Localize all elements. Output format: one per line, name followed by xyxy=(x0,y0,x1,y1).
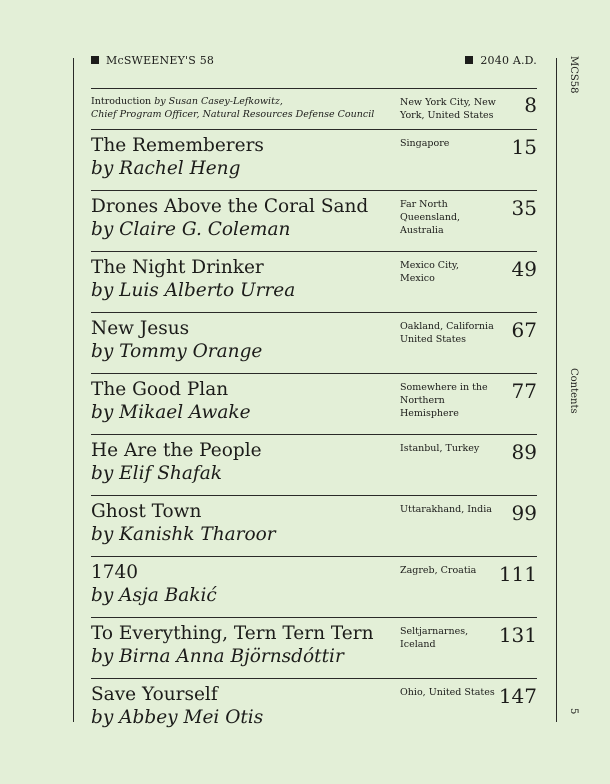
entry-location: Mexico City, Mexico xyxy=(400,260,460,284)
issue-theme: 2040 A.D. xyxy=(480,54,537,67)
magazine-title: McSWEENEY'S 58 xyxy=(106,54,215,67)
entry-location: Far North Queensland, Australia xyxy=(400,199,461,236)
entry-location: Zagreb, Croatia xyxy=(400,565,477,576)
toc-entry[interactable] xyxy=(91,312,537,373)
toc-entry[interactable] xyxy=(91,434,537,495)
side-section-label: Contents xyxy=(568,368,579,414)
entry-author: by Mikael Awake xyxy=(91,402,251,423)
toc-entry[interactable] xyxy=(91,129,537,190)
entry-location: Istanbul, Turkey xyxy=(400,443,480,454)
entry-author: by Luis Alberto Urrea xyxy=(91,280,296,301)
entry-author: by Tommy Orange xyxy=(91,341,263,362)
intro-credit xyxy=(91,95,391,121)
toc-entry[interactable] xyxy=(91,373,537,434)
entry-title: New Jesus xyxy=(91,318,190,339)
entry-location: Singapore xyxy=(400,138,450,149)
toc-entry[interactable] xyxy=(91,190,537,251)
entry-location: Somewhere in the Northern Hemisphere xyxy=(400,382,488,419)
entry-title: The Night Drinker xyxy=(91,257,264,278)
entry-author: by Rachel Heng xyxy=(91,158,241,179)
entry-title: To Everything, Tern Tern Tern xyxy=(91,623,374,644)
entry-author: by Abbey Mei Otis xyxy=(91,707,264,728)
entry-page: 77 xyxy=(511,379,537,403)
header-left xyxy=(91,54,214,67)
entry-author: by Claire G. Coleman xyxy=(91,219,291,240)
entry-page: 111 xyxy=(498,562,537,586)
entry-author: by Elif Shafak xyxy=(91,463,222,484)
entry-title: Ghost Town xyxy=(91,501,202,522)
toc-entry-introduction[interactable] xyxy=(91,88,537,129)
entry-title: 1740 xyxy=(91,562,139,583)
entry-location: Oakland, California United States xyxy=(400,321,494,345)
entry-page: 131 xyxy=(498,623,537,647)
running-header xyxy=(91,54,537,70)
right-margin-rule xyxy=(556,58,557,722)
entry-page: 99 xyxy=(511,501,537,525)
entry-page: 49 xyxy=(511,257,537,281)
intro-role: Chief Program Officer, Natural Resources Defense Council xyxy=(91,109,375,120)
toc-entry[interactable] xyxy=(91,678,537,739)
square-bullet-icon xyxy=(91,56,99,64)
entry-location: Ohio, United States xyxy=(400,687,495,698)
entry-page: 89 xyxy=(511,440,537,464)
intro-author: by Susan Casey-Lefkowitz, xyxy=(154,96,283,107)
entry-author: by Kanishk Tharoor xyxy=(91,524,276,545)
entry-author: by Birna Anna Björnsdóttir xyxy=(91,646,344,667)
entry-title: The Good Plan xyxy=(91,379,229,400)
entry-page: 15 xyxy=(511,135,537,159)
intro-label: Introduction xyxy=(91,96,152,107)
header-right xyxy=(465,54,537,67)
entry-title: Save Yourself xyxy=(91,684,218,705)
table-of-contents xyxy=(91,88,537,739)
entry-location: Uttarakhand, India xyxy=(400,504,492,515)
toc-entry[interactable] xyxy=(91,251,537,312)
side-issue-code: MCS58 xyxy=(568,56,579,94)
page-number: 5 xyxy=(568,708,579,715)
entry-location: Seltjarnarnes, Iceland xyxy=(400,626,469,650)
entry-page: 147 xyxy=(498,684,537,708)
entry-page: 67 xyxy=(511,318,537,342)
toc-entry[interactable] xyxy=(91,556,537,617)
entry-page: 8 xyxy=(524,93,537,117)
left-margin-rule xyxy=(73,58,74,722)
entry-title: Drones Above the Coral Sand xyxy=(91,196,369,217)
entry-title: He Are the People xyxy=(91,440,262,461)
entry-page: 35 xyxy=(511,196,537,220)
entry-location: New York City, New York, United States xyxy=(400,97,496,121)
toc-entry[interactable] xyxy=(91,495,537,556)
entry-title: The Rememberers xyxy=(91,135,264,156)
toc-entry[interactable] xyxy=(91,617,537,678)
entry-author: by Asja Bakić xyxy=(91,585,217,606)
square-bullet-icon xyxy=(465,56,473,64)
